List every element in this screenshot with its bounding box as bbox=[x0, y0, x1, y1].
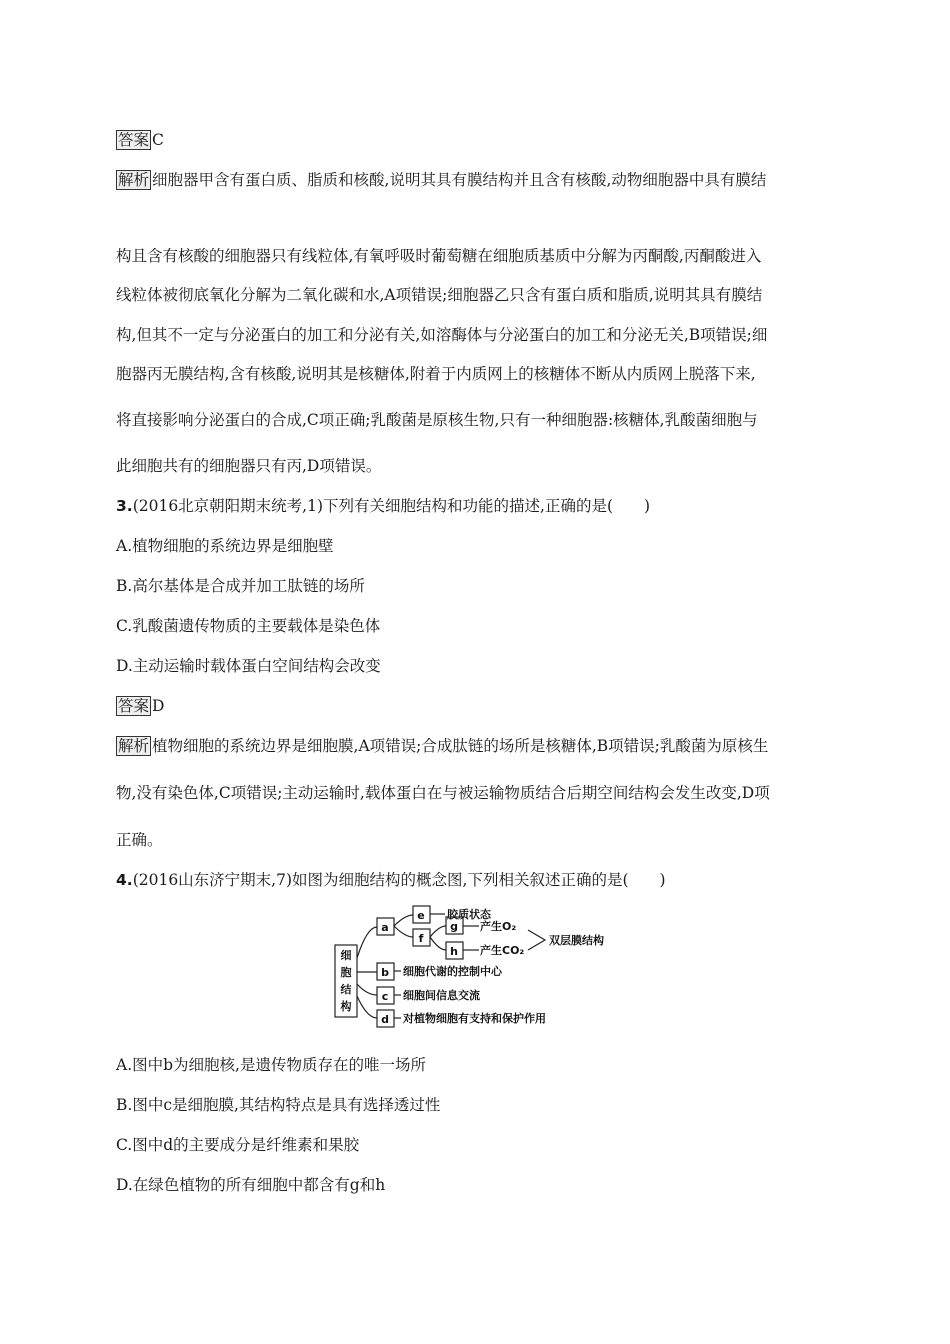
question-3-stem bbox=[116, 496, 650, 516]
root-char: 细 bbox=[340, 949, 352, 962]
question-text: (2016北京朝阳期末统考,1)下列有关细胞结构和功能的描述,正确的是( ) bbox=[132, 497, 651, 515]
analysis-text: 将直接影响分泌蛋白的合成,C项正确;乳酸菌是原核生物,只有一种细胞器:核糖体,乳酸菌细胞与 bbox=[116, 411, 758, 429]
box-d-label: d bbox=[381, 1013, 389, 1026]
option-a: A.图中b为细胞核,是遗传物质存在的唯一场所 bbox=[116, 1056, 426, 1074]
d-description: 对植物细胞有支持和保护作用 bbox=[403, 1012, 546, 1025]
root-char: 胞 bbox=[340, 966, 352, 979]
box-e-label: e bbox=[417, 909, 425, 922]
analysis-text: 物,没有染色体,C项错误;主动运输时,载体蛋白在与被运输物质结合后期空间结构会发生改变,D项 bbox=[116, 784, 770, 802]
box-g-label: g bbox=[450, 920, 458, 933]
question-4-stem bbox=[116, 870, 666, 890]
option-d: D.主动运输时载体蛋白空间结构会改变 bbox=[116, 657, 381, 675]
analysis-text: 植物细胞的系统边界是细胞膜,A项错误;合成肽链的场所是核糖体,B项错误;乳酸菌为原核生 bbox=[152, 737, 769, 755]
box-c-label: c bbox=[381, 990, 389, 1003]
box-f-label: f bbox=[418, 932, 424, 945]
b-description: 细胞代谢的控制中心 bbox=[403, 965, 502, 978]
analysis-tag: 解析 bbox=[118, 171, 150, 189]
e-description: 胶质状态 bbox=[447, 908, 491, 921]
analysis-line bbox=[116, 170, 766, 190]
option-c: C.图中d的主要成分是纤维素和果胶 bbox=[116, 1136, 360, 1154]
question-number: 4. bbox=[116, 871, 133, 889]
analysis-text: 构,但其不一定与分泌蛋白的加工和分泌有关,如溶酶体与分泌蛋白的加工和分泌无关,B项错误;细 bbox=[116, 326, 768, 344]
g-description: 产生O₂ bbox=[480, 920, 517, 933]
box-h-label: h bbox=[450, 945, 458, 958]
box-b-label: b bbox=[381, 966, 389, 979]
root-char: 构 bbox=[340, 1000, 352, 1013]
c-description: 细胞间信息交流 bbox=[403, 989, 480, 1002]
analysis-text: 构且含有核酸的细胞器只有线粒体,有氧呼吸时葡萄糖在细胞质基质中分解为丙酮酸,丙酮酸进入 bbox=[116, 247, 762, 265]
double-membrane-label: 双层膜结构 bbox=[549, 934, 604, 947]
answer-tag: 答案 bbox=[118, 131, 150, 149]
analysis-text: 线粒体被彻底氧化分解为二氧化碳和水,A项错误;细胞器乙只含有蛋白质和脂质,说明其具有膜结 bbox=[116, 286, 763, 304]
h-description: 产生CO₂ bbox=[480, 944, 525, 957]
box-a-label: a bbox=[381, 921, 389, 934]
answer-value: D bbox=[152, 697, 165, 715]
root-char: 结 bbox=[340, 983, 352, 996]
analysis-tag: 解析 bbox=[118, 737, 150, 755]
answer-line bbox=[116, 130, 164, 150]
option-b: B.图中c是细胞膜,其结构特点是具有选择透过性 bbox=[116, 1096, 441, 1114]
analysis-text: 正确。 bbox=[116, 831, 163, 849]
question-number: 3. bbox=[116, 497, 133, 515]
question-text: (2016山东济宁期末,7)如图为细胞结构的概念图,下列相关叙述正确的是( ) bbox=[132, 871, 666, 889]
answer-line bbox=[116, 696, 164, 716]
answer-value: C bbox=[152, 131, 164, 149]
option-a: A.植物细胞的系统边界是细胞壁 bbox=[116, 537, 334, 555]
analysis-line bbox=[116, 736, 768, 756]
option-b: B.高尔基体是合成并加工肽链的场所 bbox=[116, 577, 365, 595]
answer-tag: 答案 bbox=[118, 697, 150, 715]
option-d: D.在绿色植物的所有细胞中都含有g和h bbox=[116, 1176, 386, 1194]
option-c: C.乳酸菌遗传物质的主要载体是染色体 bbox=[116, 617, 381, 635]
analysis-text: 此细胞共有的细胞器只有丙,D项错误。 bbox=[116, 457, 382, 475]
analysis-text: 细胞器甲含有蛋白质、脂质和核酸,说明其具有膜结构并且含有核酸,动物细胞器中具有膜结 bbox=[152, 171, 767, 189]
analysis-text: 胞器丙无膜结构,含有核酸,说明其是核糖体,附着于内质网上的核糖体不断从内质网上脱落下来, bbox=[116, 365, 756, 383]
cell-structure-concept-diagram bbox=[325, 900, 625, 1032]
